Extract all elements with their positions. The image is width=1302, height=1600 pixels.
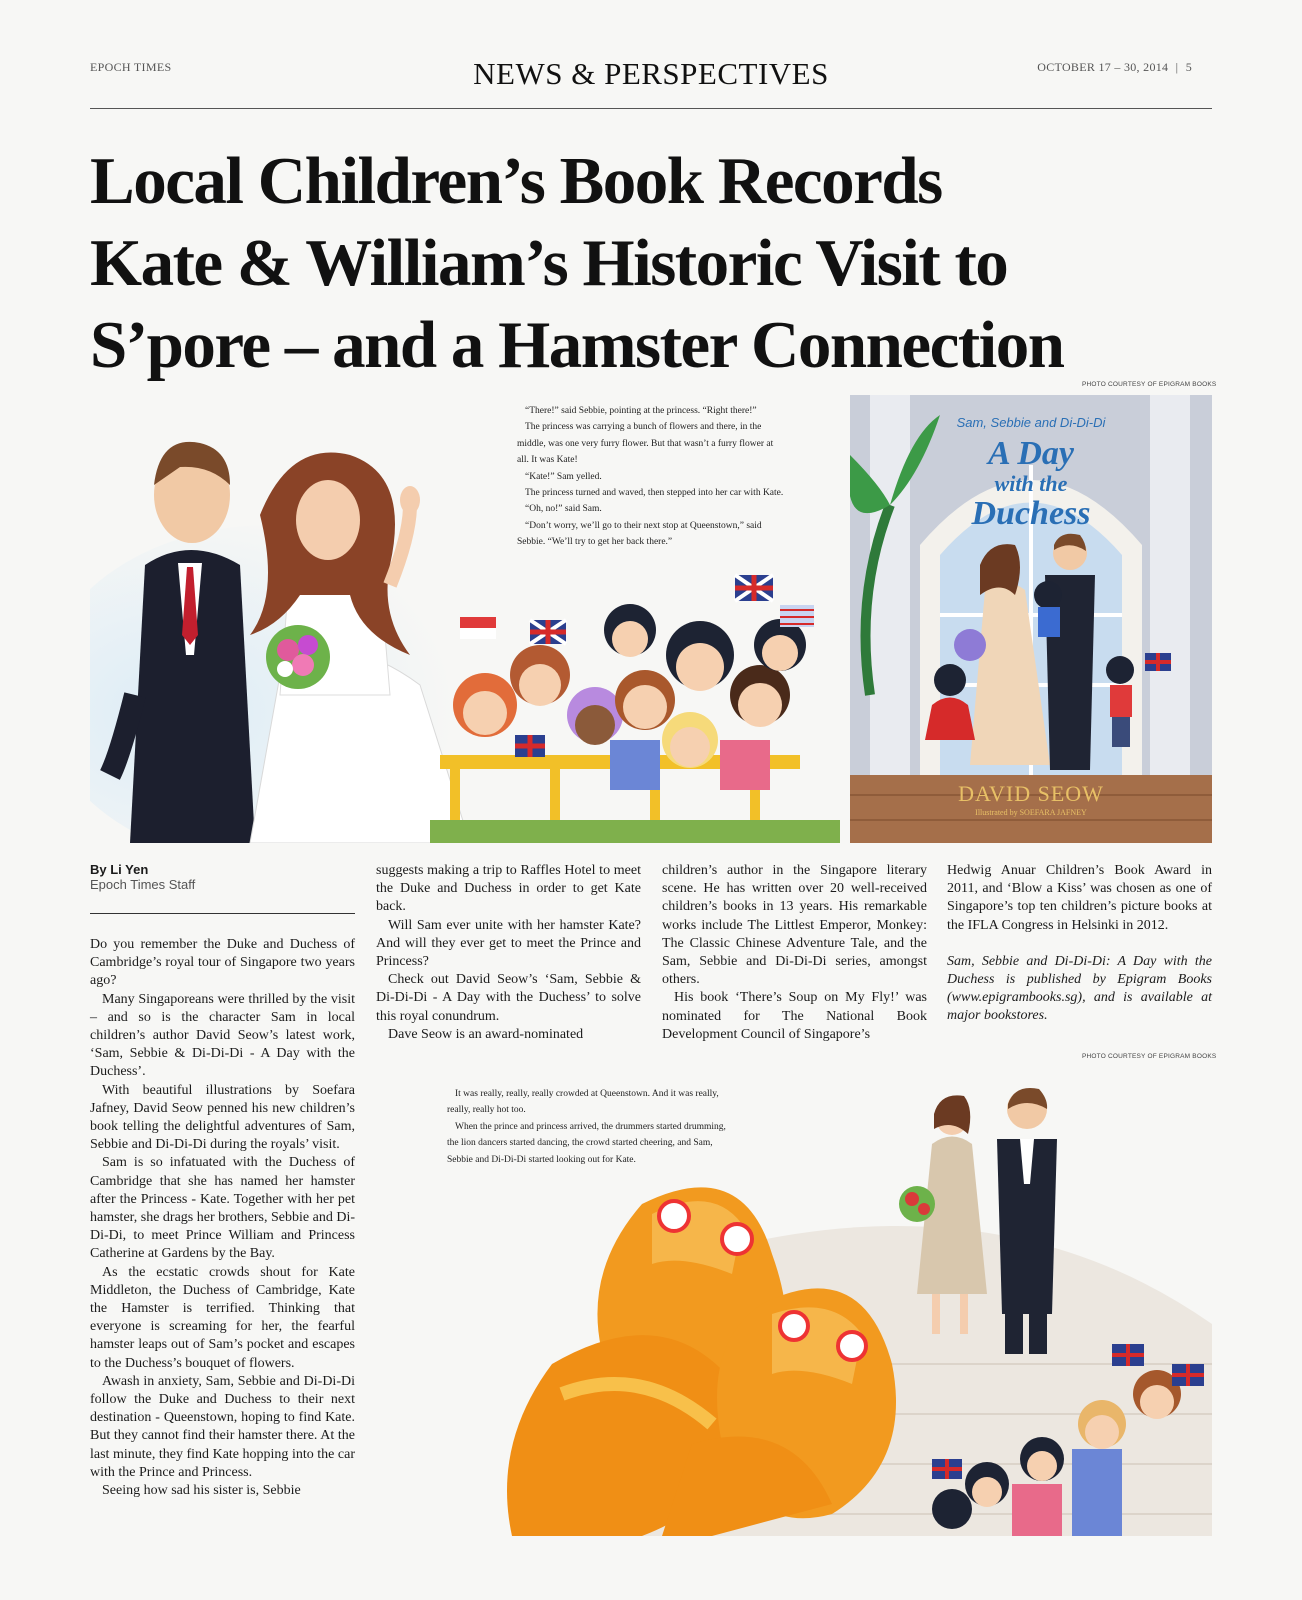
byline [90,862,355,892]
issue-date-text: OCTOBER 17 – 30, 2014 [1037,60,1169,74]
photo-credit-cover: PHOTO COURTESY OF EPIGRAM BOOKS [1082,381,1217,388]
article-paragraph: children’s author in the Singapore literary scene. He has written over 20 well-received children’s books in 13 years. His remarkable works include The Littlest Emperor, Monkey: The Classic Chinese Adventure Tale, and the Sam, Sebbie and Di-Di-Di series, amongst others. [662,863,927,988]
byline-author: By Li Yen [90,862,149,877]
article-column-2 [376,862,641,1044]
illustration-lion-dance [412,1064,1212,1536]
book-cover-illustrator: Illustrated by SOEFARA JAFNEY [975,808,1087,817]
article-paragraph: Seeing how sad his sister is, Sebbie [102,1483,301,1499]
illustration-2-excerpt [447,1086,727,1168]
section-title: NEWS & PERSPECTIVES [473,56,829,91]
article-paragraph: suggests making a trip to Raffles Hotel to meet the Duke and Duchess in order to get Kate back. [376,863,641,915]
excerpt-1-para: “Oh, no!” said Sam. [525,504,602,515]
book-cover-title-line-3: Duchess [971,495,1091,532]
book-cover [850,395,1212,843]
excerpt-2-para: It was really, really, really crowded at Queenstown. And it was really, really, really hot too. [447,1089,719,1116]
illustration-royal-walkabout [90,395,840,843]
excerpt-1-para: “There!” said Sebbie, pointing at the princess. “Right there!” [525,406,757,416]
article-paragraph: Hedwig Anuar Children’s Book Award in 2011, and ‘Blow a Kiss’ was chosen as one of Singapore’s top ten children’s picture books at the IFLA Congress in Helsinki in 2012. [947,863,1212,933]
byline-role: Epoch Times Staff [90,877,196,892]
article-paragraph: Many Singaporeans were thrilled by the visit – and so is the character Sam in local children’s author David Seow’s latest work, ‘Sam, Sebbie & Di-Di-Di - A Day with the Duchess’. [90,991,355,1080]
article-paragraph: His book ‘There’s Soup on My Fly!’ was nominated for The National Book Development Council of Singapore’s [662,990,927,1042]
article-paragraph: Check out David Seow’s ‘Sam, Sebbie & Di-Di-Di - A Day with the Duchess’ to solve this royal conundrum. [376,972,641,1024]
article-paragraph: Sam is so infatuated with the Duchess of Cambridge that she has named her hamster after the Princess - Kate. Together with her pet hamster, she drags her brothers, Sebbie and Di-Di-Di, to meet Prince William and Princess Catherine at Gardens by the Bay. [90,1155,355,1262]
masthead-rule [90,108,1212,109]
article-paragraph: With beautiful illustrations by Soefara Jafney, David Seow penned his new children’s book telling the delightful adventures of Sam, Sebbie and Di-Di-Di during the royals’ visit. [90,1082,355,1153]
excerpt-1-para: “Kate!” Sam yelled. [525,471,602,482]
illustration-1-excerpt [517,403,787,551]
publication-note: Sam, Sebbie and Di-Di-Di: A Day with the Duchess is published by Epigram Books (www.epigrambooks.sg), and is available at major bookstores. [947,953,1212,1024]
excerpt-1-para: The princess turned and waved, then stepped into her car with Kate. [525,488,784,499]
article-paragraph: Dave Seow is an award-nominated [388,1026,584,1042]
page-number: 5 [1185,60,1192,74]
article-column-4 [947,862,1212,1026]
headline [90,140,1190,386]
book-cover-series: Sam, Sebbie and Di-Di-Di [956,415,1106,430]
excerpt-1-para: “Don’t worry, we’ll go to their next stop at Queenstown,” said Sebbie. “We’ll try to get her back there.” [517,520,762,548]
article-column-3 [662,862,927,1044]
article-paragraph: Will Sam ever unite with her hamster Kate? And will they ever get to meet the Prince and Princess? [376,917,641,970]
photo-credit-bottom: PHOTO COURTESY OF EPIGRAM BOOKS [1082,1053,1217,1060]
issue-date: OCTOBER 17 – 30, 2014 | 5 [1037,60,1192,74]
book-cover-title [850,435,1212,532]
publication-name: EPOCH TIMES [90,60,172,74]
byline-rule [90,913,355,914]
book-cover-author: DAVID SEOW [958,781,1104,806]
headline-line-1: Local Children’s Book Records [90,144,942,218]
article-paragraph: Awash in anxiety, Sam, Sebbie and Di-Di-Di follow the Duke and Duchess to their next destination - Queenstown, hoping to find Kate. But they cannot find their hamster there. At the last minute, they find Kate hopping into the car with the Prince and Princess. [90,1373,355,1480]
excerpt-2-para: When the prince and princess arrived, the drummers started drumming, the lion dancers started dancing, the crowd started cheering, and Sam, Sebbie and Di-Di-Di started looking out for Kate. [447,1121,726,1165]
article-paragraph: As the ecstatic crowds shout for Kate Middleton, the Duchess of Cambridge, Kate the Hamster is terrified. Thinking that everyone is screaming for her, the fearful hamster leaps out of Sam’s pocket and escapes to the Duchess’s bouquet of flowers. [90,1264,355,1371]
excerpt-1-para: The princess was carrying a bunch of flowers and there, in the middle, was one very furry flower. But that wasn’t a furry flower at all. It was Kate! [517,422,774,466]
article-column-1 [90,936,355,1500]
book-cover-title-line-1: A Day [988,435,1074,472]
book-cover-title-line-2: with the [994,471,1068,496]
headline-line-2: Kate & William’s Historic Visit to [90,226,1008,300]
article-paragraph: Do you remember the Duke and Duchess of Cambridge’s royal tour of Singapore two years ago? [90,937,355,989]
headline-line-3: S’pore – and a Hamster Connection [90,308,1064,382]
